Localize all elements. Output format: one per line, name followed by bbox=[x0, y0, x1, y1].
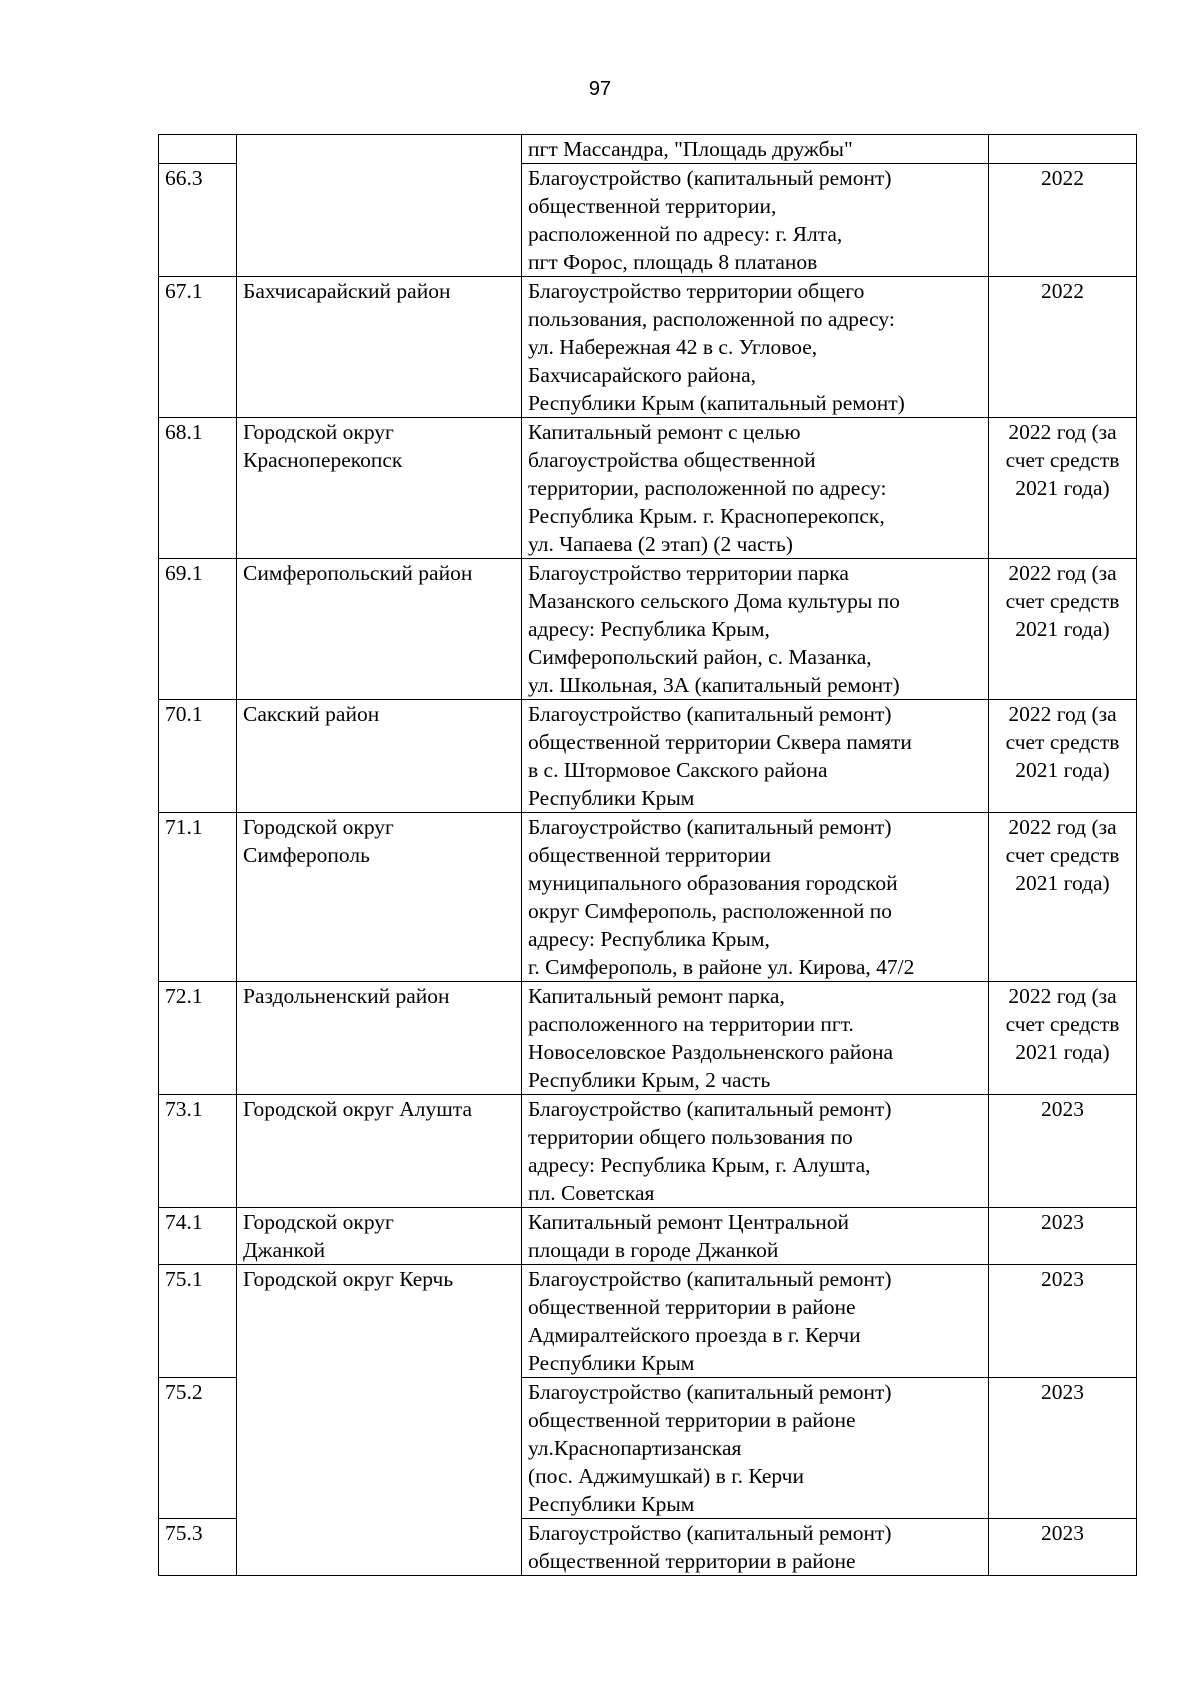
project-year: 2023 bbox=[989, 1519, 1137, 1576]
row-number: 71.1 bbox=[159, 813, 237, 982]
row-number bbox=[159, 135, 237, 164]
municipality-cell: Раздольненский район bbox=[237, 982, 522, 1095]
row-number: 75.2 bbox=[159, 1378, 237, 1519]
project-name: Благоустройство (капитальный ремонт) общественной территории, расположенной по адресу: г. Ялта, пгт Форос, площадь 8 платанов bbox=[522, 164, 989, 277]
project-name: Благоустройство (капитальный ремонт) общественной территории Сквера памяти в с. Штормовое Сакского района Республики Крым bbox=[522, 700, 989, 813]
municipality-cell: Симферопольский район bbox=[237, 559, 522, 700]
row-number: 69.1 bbox=[159, 559, 237, 700]
table-row bbox=[159, 1095, 1137, 1208]
table-row bbox=[159, 1208, 1137, 1265]
project-name: Благоустройство территории парка Мазанского сельского Дома культуры по адресу: Республика Крым, Симферопольский район, с. Мазанка, ул. Школьная, 3А (капитальный ремонт) bbox=[522, 559, 989, 700]
row-number: 74.1 bbox=[159, 1208, 237, 1265]
project-name: Капитальный ремонт Центральной площади в городе Джанкой bbox=[522, 1208, 989, 1265]
municipality-cell: Городской округ Джанкой bbox=[237, 1208, 522, 1265]
project-year bbox=[989, 135, 1137, 164]
row-number: 73.1 bbox=[159, 1095, 237, 1208]
municipality-cell bbox=[237, 135, 522, 277]
row-number: 72.1 bbox=[159, 982, 237, 1095]
project-name: Благоустройство (капитальный ремонт) общественной территории в районе Адмиралтейского проезда в г. Керчи Республики Крым bbox=[522, 1265, 989, 1378]
project-year: 2023 bbox=[989, 1378, 1137, 1519]
municipality-cell: Бахчисарайский район bbox=[237, 277, 522, 418]
project-year: 2023 bbox=[989, 1095, 1137, 1208]
table-row bbox=[159, 277, 1137, 418]
project-year: 2023 bbox=[989, 1208, 1137, 1265]
project-year: 2022 год (за счет средств 2021 года) bbox=[989, 813, 1137, 982]
table-row bbox=[159, 813, 1137, 982]
table-row bbox=[159, 135, 1137, 164]
municipality-cell: Городской округ Алушта bbox=[237, 1095, 522, 1208]
project-year: 2022 год (за счет средств 2021 года) bbox=[989, 982, 1137, 1095]
project-name: Благоустройство территории общего пользования, расположенной по адресу: ул. Набережная 42 в с. Угловое, Бахчисарайского района, Республики Крым (капитальный ремонт) bbox=[522, 277, 989, 418]
row-number: 70.1 bbox=[159, 700, 237, 813]
table-row bbox=[159, 982, 1137, 1095]
project-name: Капитальный ремонт с целью благоустройства общественной территории, расположенной по адресу: Республика Крым. г. Красноперекопск, ул. Чапаева (2 этап) (2 часть) bbox=[522, 418, 989, 559]
table-row bbox=[159, 418, 1137, 559]
row-number: 67.1 bbox=[159, 277, 237, 418]
project-year: 2022 bbox=[989, 164, 1137, 277]
project-year: 2022 год (за счет средств 2021 года) bbox=[989, 700, 1137, 813]
row-number: 68.1 bbox=[159, 418, 237, 559]
municipality-cell: Городской округ Керчь bbox=[237, 1265, 522, 1576]
table-row bbox=[159, 559, 1137, 700]
project-name: Благоустройство (капитальный ремонт) общественной территории муниципального образования городской округ Симферополь, расположенной по адресу: Республика Крым, г. Симферополь, в районе ул. Кирова, 47/2 bbox=[522, 813, 989, 982]
municipality-cell: Городской округ Симферополь bbox=[237, 813, 522, 982]
project-year: 2022 год (за счет средств 2021 года) bbox=[989, 559, 1137, 700]
project-year: 2022 год (за счет средств 2021 года) bbox=[989, 418, 1137, 559]
projects-table bbox=[158, 134, 1137, 1576]
project-name: пгт Массандра, "Площадь дружбы" bbox=[522, 135, 989, 164]
municipality-cell: Сакский район bbox=[237, 700, 522, 813]
row-number: 66.3 bbox=[159, 164, 237, 277]
row-number: 75.1 bbox=[159, 1265, 237, 1378]
project-name: Благоустройство (капитальный ремонт) территории общего пользования по адресу: Республика Крым, г. Алушта, пл. Советская bbox=[522, 1095, 989, 1208]
project-name: Капитальный ремонт парка, расположенного на территории пгт. Новоселовское Раздольненского района Республики Крым, 2 часть bbox=[522, 982, 989, 1095]
project-name: Благоустройство (капитальный ремонт) общественной территории в районе bbox=[522, 1519, 989, 1576]
project-name: Благоустройство (капитальный ремонт) общественной территории в районе ул.Краснопартизанская (пос. Аджимушкай) в г. Керчи Республики Крым bbox=[522, 1378, 989, 1519]
table-row bbox=[159, 700, 1137, 813]
row-number: 75.3 bbox=[159, 1519, 237, 1576]
project-year: 2023 bbox=[989, 1265, 1137, 1378]
table-row bbox=[159, 1265, 1137, 1378]
page-number: 97 bbox=[588, 78, 612, 100]
project-year: 2022 bbox=[989, 277, 1137, 418]
municipality-cell: Городской округ Красноперекопск bbox=[237, 418, 522, 559]
